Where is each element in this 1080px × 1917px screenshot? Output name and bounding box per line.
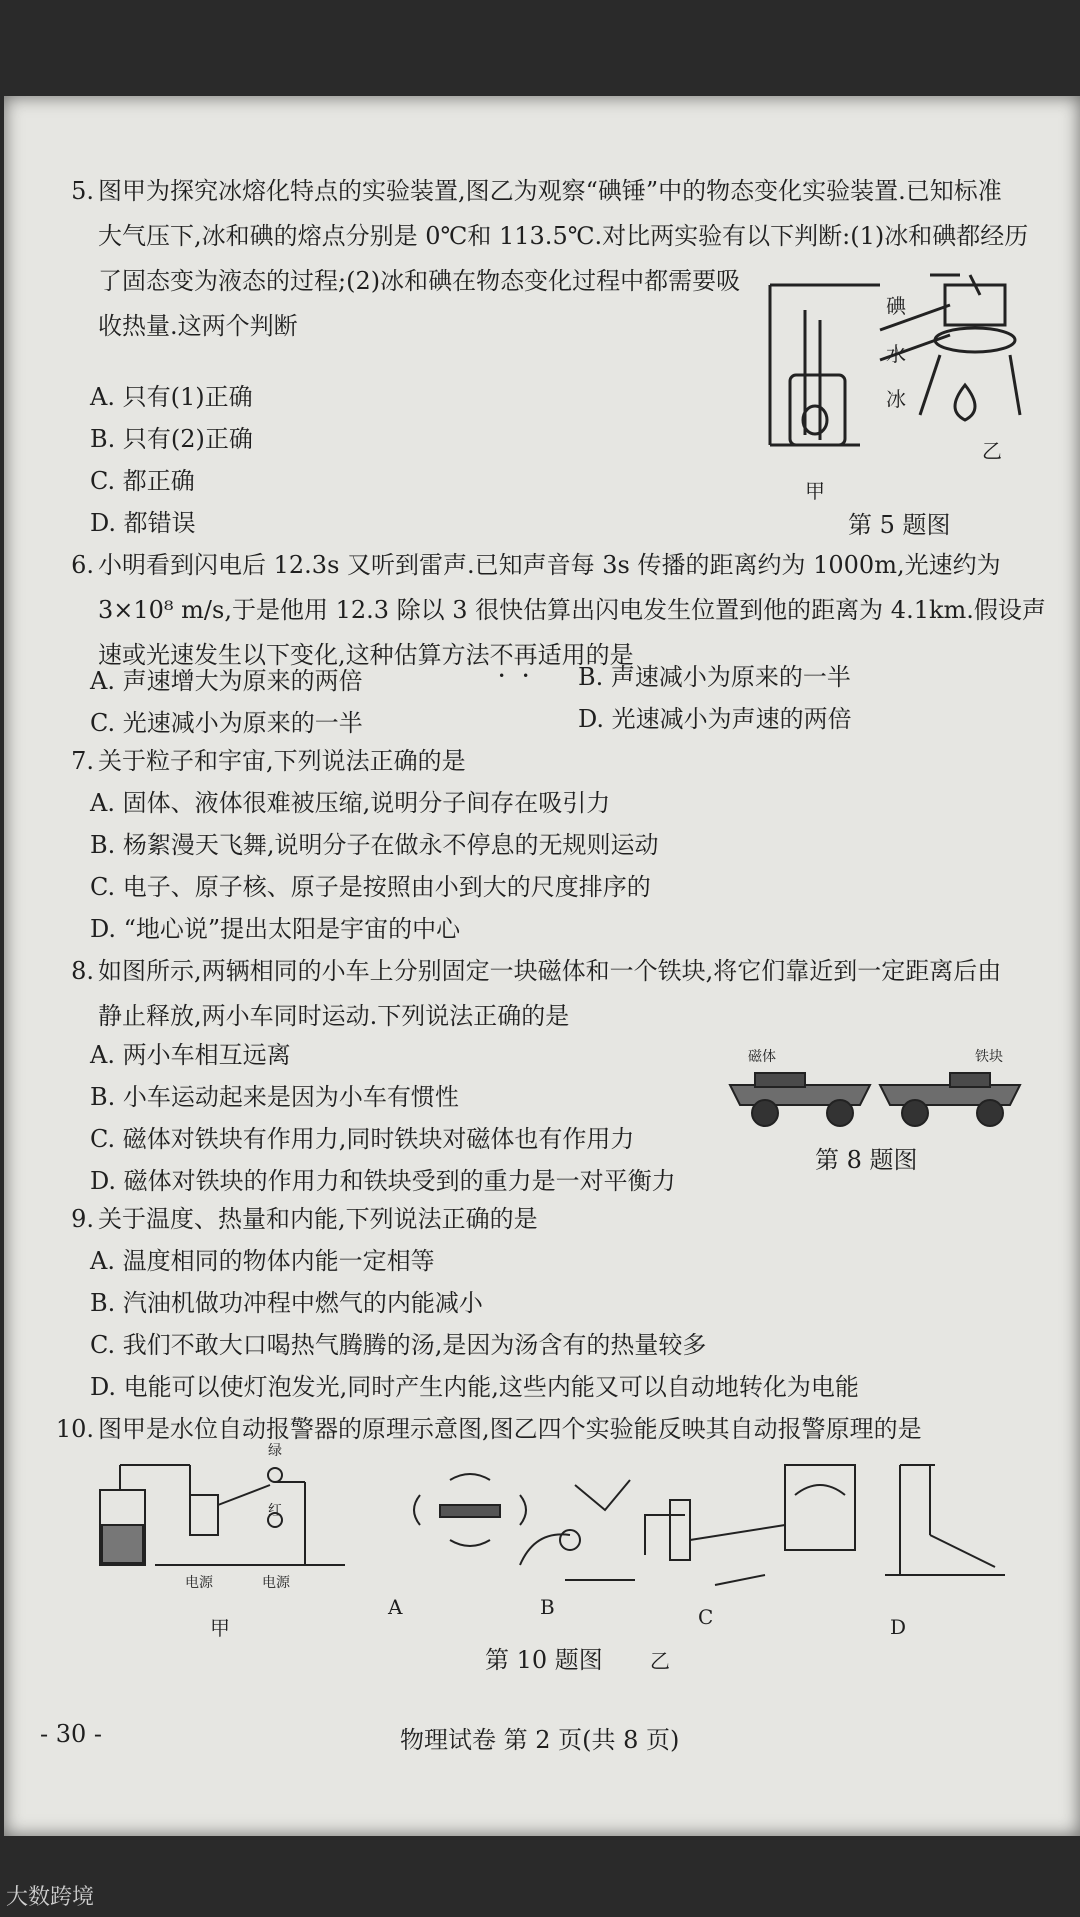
option-a: A. 只有(1)正确 bbox=[90, 383, 253, 411]
question-text-line: 3×10⁸ m/s,于是他用 12.3 除以 3 很快估算出闪电发生位置到他的距离为 4.1km.假设声 bbox=[98, 596, 1046, 624]
label-ice: 冰 bbox=[886, 387, 906, 411]
option-d: D. 磁体对铁块的作用力和铁块受到的重力是一对平衡力 bbox=[90, 1167, 676, 1195]
option-d: D. 都错误 bbox=[90, 509, 196, 537]
question-number: 6. bbox=[71, 551, 94, 579]
option-a: A. 声速增大为原来的两倍 bbox=[90, 667, 363, 695]
footer-title: 物理试卷 第 2 页(共 8 页) bbox=[400, 1726, 680, 1754]
option-c: C. 我们不敢大口喝热气腾腾的汤,是因为汤含有的热量较多 bbox=[90, 1331, 707, 1359]
label-yi: 乙 bbox=[982, 439, 1002, 463]
figure-5-caption: 第 5 题图 bbox=[848, 511, 951, 539]
question-stem: 关于粒子和宇宙,下列说法正确的是 bbox=[98, 747, 466, 775]
question-text-line: 如图所示,两辆相同的小车上分别固定一块磁体和一个铁块,将它们靠近到一定距离后由 bbox=[98, 957, 1002, 985]
question-number: 7. bbox=[71, 747, 94, 775]
option-d: D. “地心说”提出太阳是宇宙的中心 bbox=[90, 915, 461, 943]
option-c: C. 都正确 bbox=[90, 467, 195, 495]
label-water: 水 bbox=[886, 342, 906, 366]
label-power-2: 电源 bbox=[262, 1575, 290, 1591]
watermark-text: 大数跨境 bbox=[6, 1885, 95, 1910]
text-part: 速或光速发生以下变化,这种估算方法 bbox=[98, 641, 490, 669]
label-yi: 乙 bbox=[650, 1649, 670, 1673]
question-number: 5. bbox=[71, 177, 94, 205]
question-text-line: 图甲为探究冰熔化特点的实验装置,图乙为观察“碘锤”中的物态变化实验装置.已知标准 bbox=[98, 177, 1002, 205]
question-number: 8. bbox=[71, 957, 94, 985]
option-b: B. 只有(2)正确 bbox=[90, 425, 253, 453]
option-b: B. 声速减小为原来的一半 bbox=[578, 663, 851, 691]
text-part: 适用的是 bbox=[537, 641, 634, 669]
emphasis-text: 不再 bbox=[489, 641, 538, 669]
option-a: A. 两小车相互远离 bbox=[90, 1041, 291, 1069]
option-d: D. 光速减小为声速的两倍 bbox=[578, 705, 852, 733]
label-jia: 甲 bbox=[210, 1616, 230, 1640]
label-power-1: 电源 bbox=[185, 1575, 213, 1591]
label-magnet: 磁体 bbox=[748, 1049, 776, 1065]
question-text-line: 了固态变为液态的过程;(2)冰和碘在物态变化过程中都需要吸 bbox=[98, 267, 741, 295]
label-c: C bbox=[698, 1605, 714, 1629]
question-stem: 图甲是水位自动报警器的原理示意图,图乙四个实验能反映其自动报警原理的是 bbox=[98, 1415, 922, 1443]
option-b: B. 小车运动起来是因为小车有惯性 bbox=[90, 1083, 459, 1111]
label-jia: 甲 bbox=[805, 479, 825, 503]
option-b: B. 杨絮漫天飞舞,说明分子在做永不停息的无规则运动 bbox=[90, 831, 659, 859]
label-d: D bbox=[890, 1615, 907, 1639]
option-c: C. 光速减小为原来的一半 bbox=[90, 709, 363, 737]
label-green: 绿 bbox=[268, 1443, 282, 1459]
label-b: B bbox=[540, 1595, 555, 1619]
question-text-line: 收热量.这两个判断 bbox=[98, 312, 298, 340]
figure-10-experiments bbox=[95, 1455, 1025, 1605]
option-a: A. 温度相同的物体内能一定相等 bbox=[90, 1247, 435, 1275]
question-text-line: 大气压下,冰和碘的熔点分别是 0℃和 113.5℃.对比两实验有以下判断:(1)冰和碘都经历 bbox=[98, 222, 1029, 250]
figure-8-caption: 第 8 题图 bbox=[815, 1146, 918, 1174]
question-text-line: 静止释放,两小车同时运动.下列说法正确的是 bbox=[98, 1002, 570, 1030]
question-text-line: 小明看到闪电后 12.3s 又听到雷声.已知声音每 3s 传播的距离约为 1000m,光速约为 bbox=[98, 551, 1001, 579]
option-d: D. 电能可以使灯泡发光,同时产生内能,这些内能又可以自动地转化为电能 bbox=[90, 1373, 859, 1401]
figure-10-caption: 第 10 题图 bbox=[485, 1646, 603, 1674]
label-iodine: 碘 bbox=[886, 294, 906, 318]
page-number: - 30 - bbox=[40, 1720, 103, 1748]
label-a: A bbox=[388, 1595, 403, 1619]
question-number: 9. bbox=[71, 1205, 94, 1233]
question-number: 10. bbox=[55, 1415, 94, 1443]
option-c: C. 磁体对铁块有作用力,同时铁块对磁体也有作用力 bbox=[90, 1125, 635, 1153]
label-red: 红 bbox=[268, 1503, 282, 1519]
option-a: A. 固体、液体很难被压缩,说明分子间存在吸引力 bbox=[90, 789, 611, 817]
question-stem: 关于温度、热量和内能,下列说法正确的是 bbox=[98, 1205, 538, 1233]
option-b: B. 汽油机做功冲程中燃气的内能减小 bbox=[90, 1289, 483, 1317]
label-iron: 铁块 bbox=[975, 1049, 1003, 1065]
figure-8-carts bbox=[720, 1065, 1030, 1135]
option-c: C. 电子、原子核、原子是按照由小到大的尺度排序的 bbox=[90, 873, 651, 901]
